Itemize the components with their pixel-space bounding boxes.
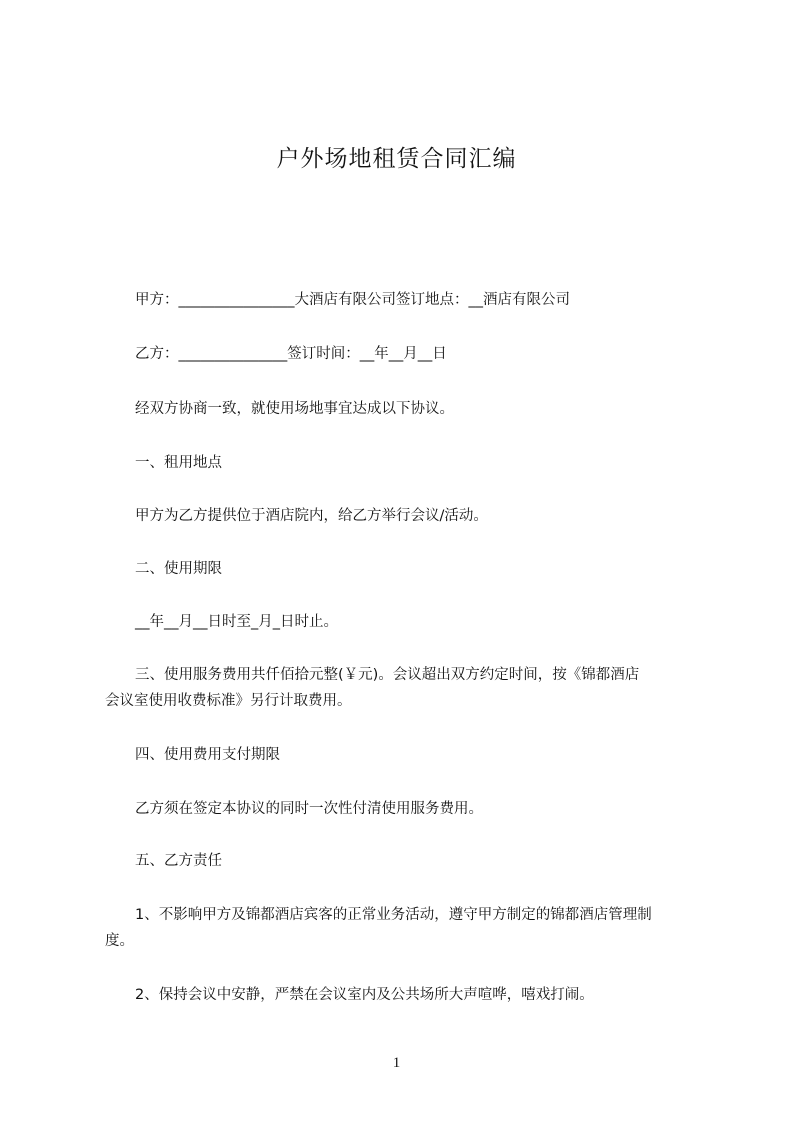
party-a-line: 甲方：________________大酒店有限公司签订地点：__酒店有限公司: [135, 292, 570, 308]
section-5-item-2: 2、保持会议中安静，严禁在会议室内及公共场所大声喧哗，嘻戏打闹。: [135, 987, 594, 1003]
page-number: 1: [392, 1055, 401, 1071]
section-4-heading: 四、使用费用支付期限: [135, 747, 280, 763]
section-1-heading: 一、租用地点: [135, 455, 222, 471]
section-4-body: 乙方须在签定本协议的同时一次性付清使用服务费用。: [135, 801, 483, 817]
section-1-body: 甲方为乙方提供位于酒店院内，给乙方举行会议/活动。: [135, 508, 488, 524]
section-5-heading: 五、乙方责任: [135, 853, 222, 869]
section-3-line-2: 会议室使用收费标准》另行计取费用。: [105, 693, 352, 709]
section-5-item-1-line-1: 1、不影响甲方及锦都酒店宾客的正常业务活动，遵守甲方制定的锦都酒店管理制: [135, 907, 652, 923]
section-3-line-1: 三、使用服务费用共仟佰拾元整(￥元)。会议超出双方约定时间，按《锦都酒店: [135, 667, 640, 683]
intro-paragraph: 经双方协商一致，就使用场地事宜达成以下协议。: [135, 401, 454, 417]
section-2-heading: 二、使用期限: [135, 561, 222, 577]
document-title: 户外场地租赁合同汇编: [276, 146, 517, 172]
section-2-body: __年__月__日时至_月_日时止。: [135, 614, 338, 630]
party-b-line: 乙方：_______________签订时间：__年__月__日: [135, 346, 447, 362]
section-5-item-1-line-2: 度。: [105, 933, 134, 949]
